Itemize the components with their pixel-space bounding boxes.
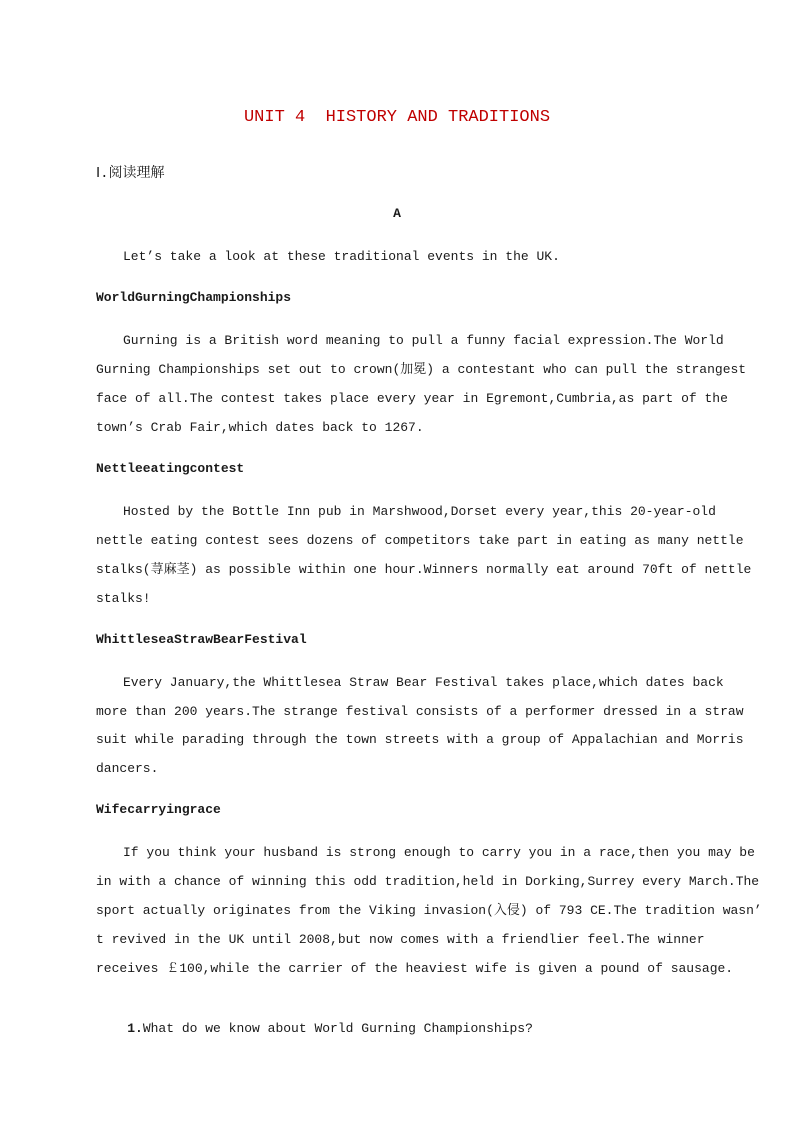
event-line: Gurning Championships set out to crown(加冕) a contestant who can pull the strangest bbox=[96, 362, 747, 377]
event-line: suit while parading through the town streets with a group of Appalachian and Morris bbox=[96, 732, 744, 747]
event-line: stalks(荨麻茎) as possible within one hour.Winners normally eat around 70ft of nettle bbox=[96, 562, 752, 577]
unit-title: UNIT 4 HISTORY AND TRADITIONS bbox=[243, 108, 551, 127]
event-line: Hosted by the Bottle Inn pub in Marshwood,Dorset every year,this 20-year-old bbox=[123, 504, 716, 519]
event-line: t revived in the UK until 2008,but now comes with a friendlier feel.The winner bbox=[96, 932, 705, 947]
event-line: in with a chance of winning this odd tradition,held in Dorking,Surrey every March.The bbox=[96, 874, 760, 889]
section-heading: Ⅰ.阅读理解 bbox=[96, 166, 165, 182]
intro-line: Let’s take a look at these traditional events in the UK. bbox=[123, 249, 560, 264]
event-heading: Wifecarryingrace bbox=[96, 802, 221, 817]
question-number: 1. bbox=[127, 1021, 143, 1036]
event-heading: Nettleeatingcontest bbox=[96, 461, 245, 476]
question-text: What do we know about World Gurning Championships? bbox=[142, 1021, 533, 1036]
event-line: face of all.The contest takes place every year in Egremont,Cumbria,as part of the bbox=[96, 391, 728, 406]
passage-label: A bbox=[393, 206, 401, 221]
event-line: more than 200 years.The strange festival consists of a performer dressed in a straw bbox=[96, 704, 744, 719]
event-line: If you think your husband is strong enough to carry you in a race,then you may be bbox=[123, 845, 755, 860]
event-line: dancers. bbox=[96, 761, 159, 776]
event-line: town’s Crab Fair,which dates back to 1267. bbox=[96, 420, 424, 435]
question-1 bbox=[96, 1002, 533, 1056]
event-line: stalks! bbox=[96, 591, 151, 606]
event-line: nettle eating contest sees dozens of competitors take part in eating as many nettle bbox=[96, 533, 744, 548]
event-line: receives ￡100,while the carrier of the heaviest wife is given a pound of sausage. bbox=[96, 961, 734, 976]
event-heading: WhittleseaStrawBearFestival bbox=[96, 632, 307, 647]
event-line: Gurning is a British word meaning to pull a funny facial expression.The World bbox=[123, 333, 724, 348]
event-line: sport actually originates from the Viking invasion(入侵) of 793 CE.The tradition wasn’ bbox=[96, 903, 762, 918]
event-heading: WorldGurningChampionships bbox=[96, 290, 292, 305]
event-line: Every January,the Whittlesea Straw Bear Festival takes place,which dates back bbox=[123, 675, 724, 690]
